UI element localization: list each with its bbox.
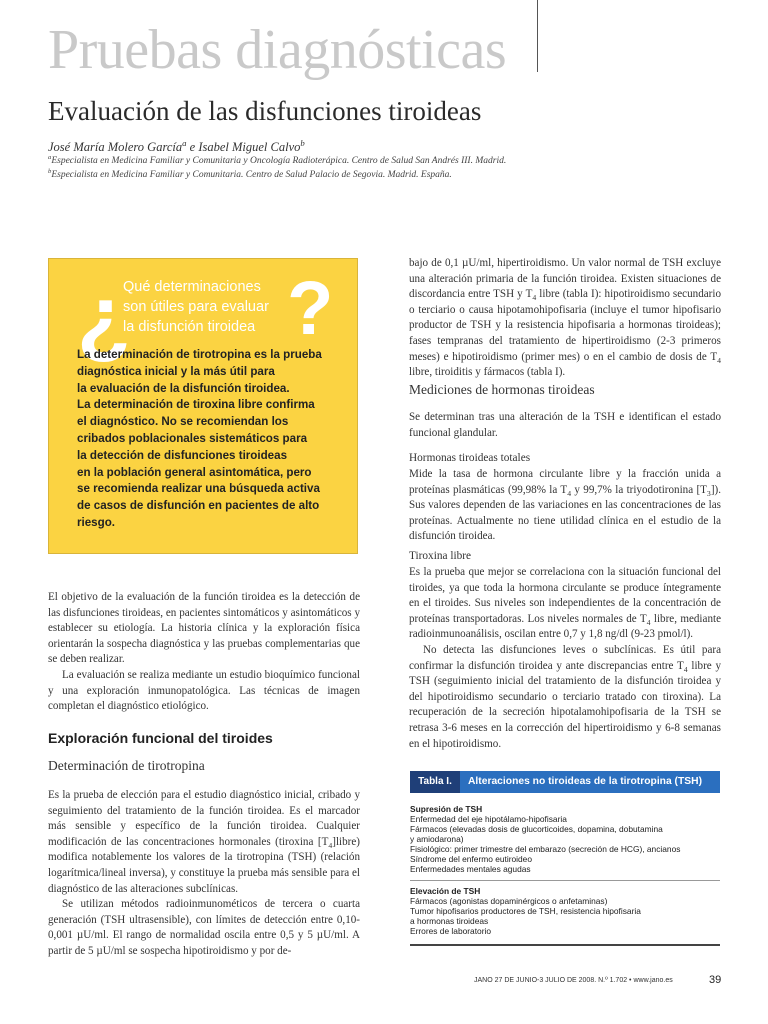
table-row: a hormonas tiroideas [410, 916, 489, 926]
text-run: y 99,7% la triyodotironina [T [571, 483, 707, 496]
journal-citation: JANO 27 DE JUNIO-3 JULIO DE 2008. N.º 1.702 • www.jano.es [474, 977, 673, 984]
close-question-mark: ? [287, 266, 334, 351]
tiroxina-libre-paragraph-1 [409, 565, 721, 643]
text-run: Es la prueba de elección para el estudio diagnóstico inicial, cribado y seguimiento del tratamiento de la función tiroidea. Es el marcador más sensible y específico de la función tiroidea. Cualquier modificación de las concentraciones hormonales (tiroxina [T [48, 789, 360, 848]
table-title: Alteraciones no tiroideas de la tirotropina (TSH) [468, 776, 703, 787]
subscript: 4 [717, 355, 721, 365]
intro-paragraph-2: La evaluación se realiza mediante un estudio bioquímico funcional y una exploración inmunopatológica. Las técnicas de imagen completan el diagnóstico etiológico. [48, 668, 360, 713]
table-row: Errores de laboratorio [410, 926, 491, 936]
subsection-heading-mediciones: Mediciones de hormonas tiroideas [409, 382, 595, 397]
affiliation-b-text: Especialista en Medicina Familiar y Comunitaria. Centro de Salud Palacio de Segovia. Madrid. España. [51, 170, 452, 180]
text-run: Es la prueba que mejor se correlaciona con la situación funcional del tiroides, ya que toda la hormona circulante se produce íntegramente en el tiroides. Sus niveles son independientes de la concentración de proteínas transportadoras. Los niveles normales de T [409, 566, 721, 625]
heading-hormonas-totales: Hormonas tiroideas totales [409, 452, 531, 464]
affiliation-b [48, 167, 452, 180]
subscript: 4 [328, 841, 333, 850]
table-section-elevacion: Elevación de TSH [410, 886, 481, 896]
text-run: bajo de 0,1 µU/ml, hipertiroidismo. Un valor normal de TSH excluye una alteración primaria de la función tiroidea. Existen situaciones de discordancia entre TSH y T [409, 257, 721, 301]
hormonas-totales-text [409, 467, 721, 545]
subscript: 4 [646, 618, 651, 627]
section-title: Pruebas diagnósticas [48, 19, 507, 81]
intro-paragraph-1: El objetivo de la evaluación de la función tiroidea es la detección de las disfunciones tiroideas, en pacientes sintomáticos y asintomáticos y establecer su etiología. La historia clínica y la exploración física orientarán la sospecha diagnóstica y las pruebas complementarias que se deben realizar. [48, 591, 360, 666]
heading-tiroxina-libre: Tiroxina libre [409, 550, 472, 562]
table-label: Tabla I. [410, 771, 460, 793]
subscript: 4 [532, 293, 537, 303]
table-row: Fisiológico: primer trimestre del embarazo (secreción de HCG), ancianos [410, 844, 681, 854]
masthead-divider [537, 0, 538, 72]
text-run: ]). Sus valores dependen de las variaciones en las concentraciones de las proteínas. Actualmente no tiene utilidad clínica en el estudio de la disfunción tiroidea. [409, 483, 721, 543]
intro-text [48, 590, 360, 715]
text-run: libre, tiroiditis y fármacos (tabla I). [409, 366, 566, 379]
table-row: y amiodarona) [410, 834, 464, 844]
text-run: ]libre) modifica notablemente los valores de la tirotropina (TSH) (relación logarítmica/lineal inversa), y constituye la prueba más sensible para el diagnóstico de las alteraciones subclínicas. [48, 835, 360, 895]
table-row: Enfermedad del eje hipotálamo-hipofisaria [410, 814, 567, 824]
table-row: Fármacos (elevadas dosis de glucorticoides, dopamina, dobutamina [410, 824, 663, 834]
continuation-paragraph [409, 256, 721, 381]
table-row: Enfermedades mentales agudas [410, 864, 531, 874]
mediciones-text [409, 410, 721, 441]
open-question-mark: ¿ [77, 267, 131, 366]
affiliation-a-mark: a [48, 153, 52, 161]
affiliation-b-mark: b [48, 167, 52, 175]
continuation-text [409, 256, 721, 381]
tiroxina-libre-text [409, 565, 721, 752]
text-run: libre, mediante radioinmunoanálisis, oscilan entre 0,7 y 1,8 ng/dl (9-23 pmol/l). [409, 612, 721, 641]
table-section-supresion: Supresión de TSH [410, 804, 483, 814]
author-separator: e [186, 140, 199, 154]
table-row: Tumor hipofisarios productores de TSH, resistencia hipofisaria [410, 906, 641, 916]
affiliation-a [48, 153, 507, 166]
tirotropina-paragraph-1 [48, 788, 360, 897]
subscript: 3 [706, 488, 711, 498]
text-run: libre y TSH (seguimiento inicial del tratamiento de la disfunción tiroidea y del hipotiroidismo secundario o terciario tratado con tiroxina). La recuperación de la secreción hipotalamohipofisaria de la TSH se retrasa 3-6 meses en la corrección del hipertiroidismo y 6-8 semanas en el hipotiroidismo. [409, 659, 721, 750]
key-question-heading: Qué determinaciones son útiles para evaluar la disfunción tiroidea [123, 279, 269, 335]
text-run: No detecta las disfunciones leves o subclínicas. Es útil para confirmar la disfunción tiroidea y ante discrepancias entre T [409, 643, 721, 672]
author-1-mark: a [182, 137, 187, 148]
subscript: 4 [683, 664, 688, 674]
tiroxina-libre-paragraph-2 [409, 643, 721, 752]
subsection-heading-tirotropina: Determinación de tirotropina [48, 758, 205, 773]
author-1: José María Molero García [48, 140, 183, 154]
table-body [410, 796, 720, 946]
key-question-box [48, 258, 358, 554]
table-row: Fármacos (agonistas dopaminérgicos o anfetaminas) [410, 896, 608, 906]
affiliation-a-text: Especialista en Medicina Familiar y Comunitaria y Oncología Radioterápica. Centro de Salud San Andrés III. Madrid. [51, 156, 507, 166]
tirotropina-text [48, 788, 360, 960]
subscript: 4 [567, 488, 572, 498]
key-question-summary: La determinación de tirotropina es la prueba diagnóstica inicial y la más útil para la evaluación de la disfunción tiroidea. La determinación de tiroxina libre confirma el diagnóstico. No se recomiendan los cribados poblacionales sistemáticos para la detección de disfunciones tiroideas en la población general asintomática, pero se recomienda realizar una búsqueda activa de casos de disfunción en pacientes de alto riesgo. [77, 348, 322, 529]
text-run: libre (tabla I): hipotiroidismo secundario o terciario o causa hipotamohipofisaria (incluye el tumor hipofisario productor de TSH y la resistencia hipofisaria a hormonas tiroideas); fases tempranas del tratamiento de hipertiroidismo (2-3 primeros meses) e hipotiroidismo (primer mes) o en el cambio de dosis de T [409, 288, 721, 363]
page-number: 39 [709, 974, 722, 986]
text-run: Mide la tasa de hormona circulante libre y la fracción unida a proteínas plasmáticas (99,98% la T [409, 468, 721, 496]
author-2-mark: b [300, 137, 305, 148]
tirotropina-paragraph-2: Se utilizan métodos radioinmunométicos de tercera o cuarta generación (TSH ultrasensible), con límites de detección entre 0,10-0,001 µU/ml. El rango de normalidad oscila entre 0,5 y 5 µU/ml. A partir de 5 µU/ml se sospecha hipotiroidismo y por de- [48, 898, 360, 957]
table-divider [410, 880, 720, 881]
table-header-bar [410, 771, 720, 793]
article-title: Evaluación de las disfunciones tiroideas [48, 96, 482, 126]
mediciones-paragraph: Se determinan tras una alteración de la TSH e identifican el estado funcional glandular. [409, 411, 721, 439]
authors [48, 137, 305, 155]
section-heading-exploracion: Exploración funcional del tiroides [48, 730, 273, 746]
table-row: Síndrome del enfermo eutiroideo [410, 854, 532, 864]
author-2: Isabel Miguel Calvo [198, 140, 301, 154]
hormonas-totales-paragraph [409, 467, 721, 545]
